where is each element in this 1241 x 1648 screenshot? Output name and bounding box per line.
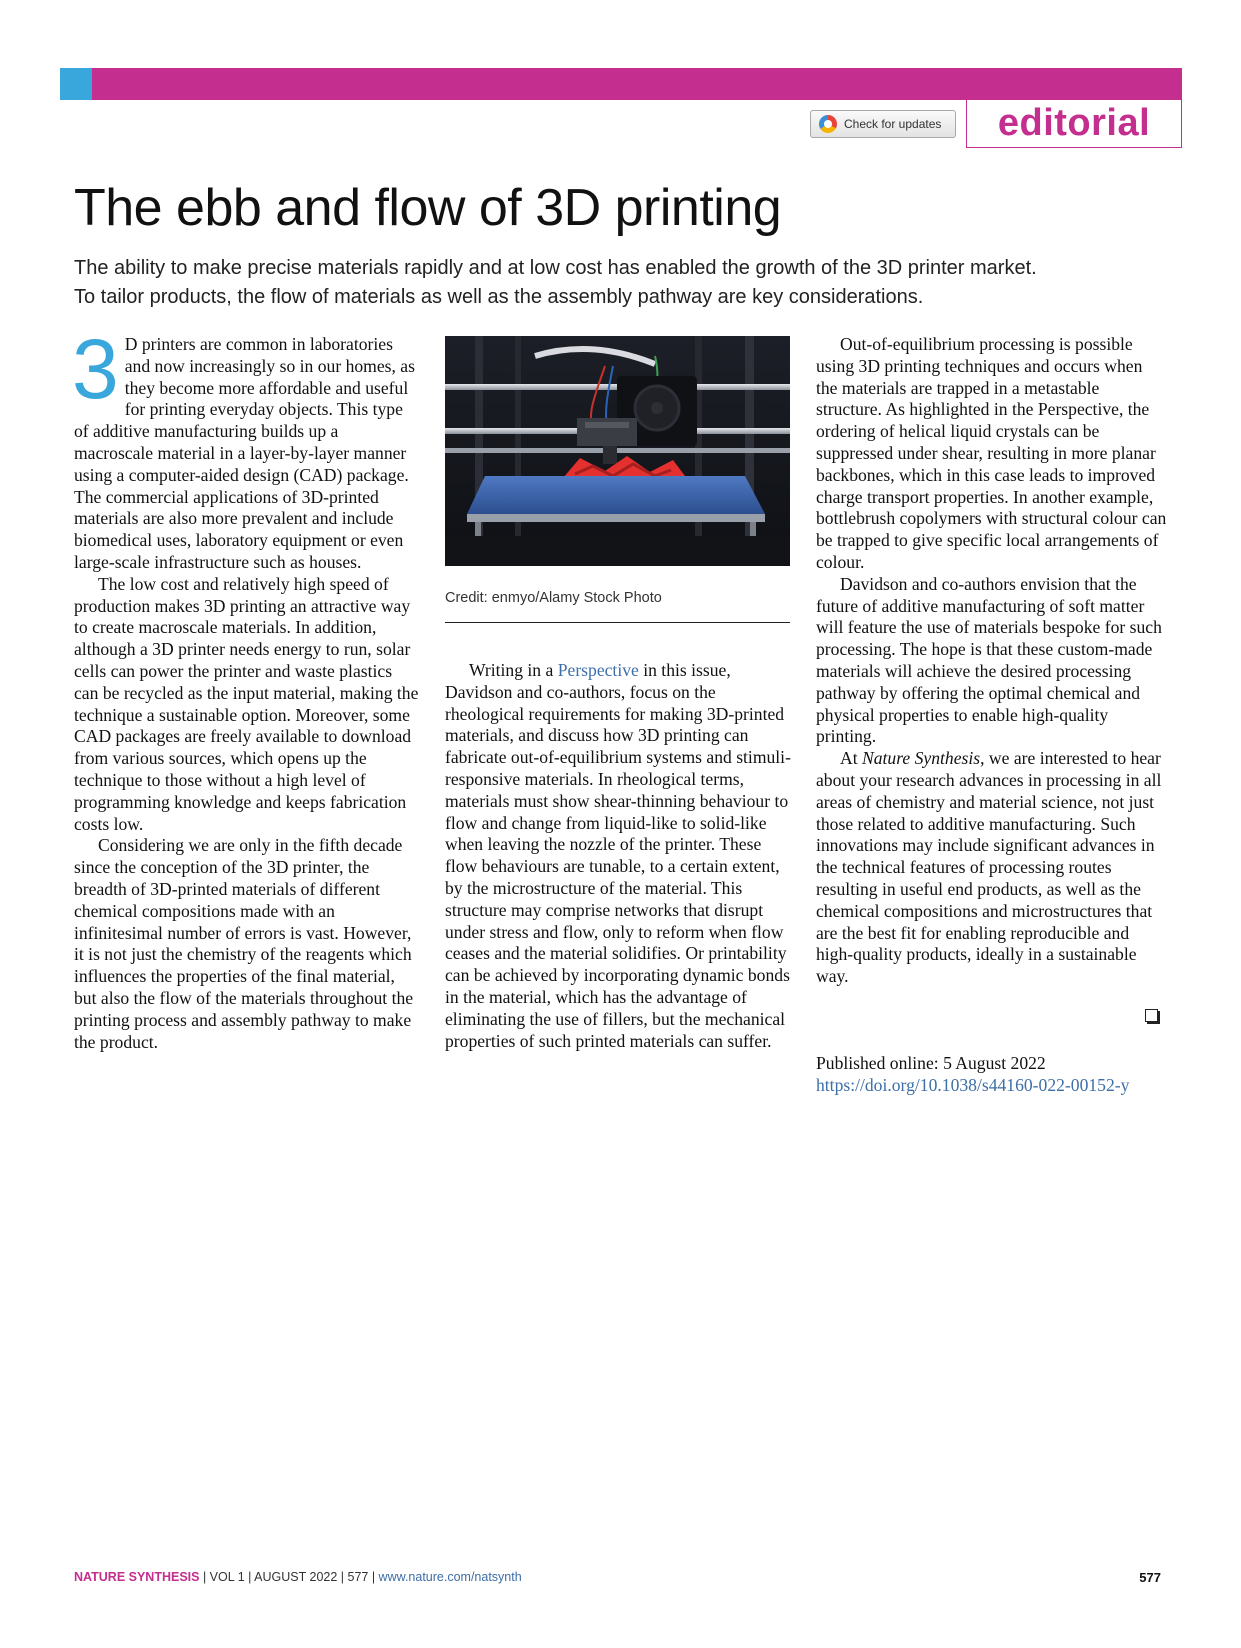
paragraph: Davidson and co-authors envision that the future of additive manufacturing of soft matter will feature the use of materials bespoke for such processing. The hope is that these custom-made materials will achieve the desired processing pathway by offering the optimal chemical and physical properties to enable high-quality printing.: [816, 573, 1162, 747]
crossmark-icon: [819, 115, 837, 133]
standfirst-line-2: To tailor products, the flow of materials as well as the assembly pathway are key considerations.: [74, 286, 924, 308]
page-footer: [74, 1570, 522, 1584]
paragraph-text: D printers are common in laboratories and now increasingly so in our homes, as they become more affordable and useful for printing everyday objects. This type of additive manufacturing builds up a macroscale material in a layer-by-layer manner using a computer-aided design (CAD) package. The commercial applications of 3D-printed materials are also more prevalent and include biomedical uses, laboratory equipment or even large-scale infrastructure such as houses.: [74, 334, 415, 572]
standfirst: [74, 254, 1194, 312]
paragraph: [816, 748, 1168, 988]
end-of-article-icon: [1145, 1009, 1158, 1022]
column-1: [72, 322, 420, 1053]
paragraph-text: in this issue, Davidson and co-authors, focus on the rheological requirements for making 3D-printed materials, and discuss how 3D printing can fabricate out-of-equilibrium systems and stimuli-responsive materials. In rheological terms, materials must show shear-thinning behaviour to flow and change from liquid-like to solid-like when leaving the nozzle of the printer. These flow behaviours are tunable, to a certain extent, by the microstructure of the material. This structure may comprise networks that disrupt under stress and flow, only to reform when flow ceases and the material solidifies. Or printability can be achieved by incorporating dynamic bonds in the material, which has the advantage of eliminating the use of fillers, but the mechanical properties of such printed materials can suffer.: [445, 660, 791, 1051]
paragraph: The low cost and relatively high speed of production makes 3D printing an attractive way to create macroscale materials. In addition, although a 3D printer needs energy to run, solar cells can power the printer and waste plastics can be recycled as the input material, making the technique a sustainable option. Moreover, some CAD packages are freely available to download from various sources, which opens up the technique to those without a high level of programming knowledge and keeps fabrication costs low.: [74, 573, 419, 834]
caption-divider: [445, 622, 790, 623]
footer-details: | VOL 1 | AUGUST 2022 | 577 |: [199, 1570, 379, 1584]
footer-journal: NATURE SYNTHESIS: [74, 1570, 200, 1584]
column-3: [816, 334, 1168, 988]
paragraph: [72, 322, 420, 574]
doi-link[interactable]: https://doi.org/10.1038/s44160-022-00152-y: [816, 1075, 1130, 1095]
journal-name: Nature Synthesis: [862, 748, 981, 769]
footer-url-link[interactable]: www.nature.com/natsynth: [378, 1570, 522, 1584]
photo-caption: Credit: enmyo/Alamy Stock Photo: [445, 590, 662, 606]
header-color-bar: [60, 68, 1182, 100]
paragraph: Out-of-equilibrium processing is possible using 3D printing techniques and occurs when the materials are trapped in a metastable structure. As highlighted in the Perspective, the ordering of helical liquid crystals can be suppressed under shear, resulting in more planar backbones, which in this case leads to improved charge transport properties. In another example, bottlebrush copolymers with structural colour can be trapped to give specific local arrangements of colour.: [816, 334, 1167, 572]
paragraph: Considering we are only in the fifth decade since the conception of the 3D printer, the breadth of 3D-printed materials of different chemical compositions made with an infinitesimal number of errors is vast. However, it is not just the chemistry of the reagents which influences the properties of the final material, but also the flow of the materials throughout the printing process and assembly pathway to make the product.: [74, 835, 414, 1052]
perspective-link[interactable]: Perspective: [557, 660, 639, 680]
article-photo-3d-printer: [445, 336, 790, 566]
paragraph-text: At: [840, 748, 862, 769]
section-label: [966, 100, 1182, 148]
page-number: 577: [1139, 1570, 1161, 1585]
check-for-updates-button[interactable]: [810, 110, 956, 138]
drop-cap: 3: [72, 322, 119, 416]
check-for-updates-label: Check for updates: [844, 117, 942, 131]
column-2: [445, 660, 793, 1052]
section-label-text: editorial: [997, 102, 1151, 144]
paragraph: [445, 660, 793, 1052]
published-date: Published online: 5 August 2022: [816, 1053, 1046, 1073]
3d-printer-illustration: [445, 336, 790, 566]
header-blue-tab: [60, 68, 92, 100]
standfirst-line-1: The ability to make precise materials rapidly and at low cost has enabled the growth of the 3D printer market.: [74, 257, 1037, 279]
article-title: The ebb and flow of 3D printing: [74, 179, 782, 237]
publication-info: [816, 1052, 1176, 1096]
paragraph-text: Writing in a: [469, 660, 558, 680]
paragraph-text: , we are interested to hear about your research advances in processing in all areas of chemistry and material science, not just those related to additive manufacturing. Such innovations may include significant advances in the technical features of processing routes resulting in useful end products, as well as the chemical compositions and microstructures that are the best fit for enabling reproducible and high-quality products, ideally in a sustainable way.: [816, 748, 1162, 987]
